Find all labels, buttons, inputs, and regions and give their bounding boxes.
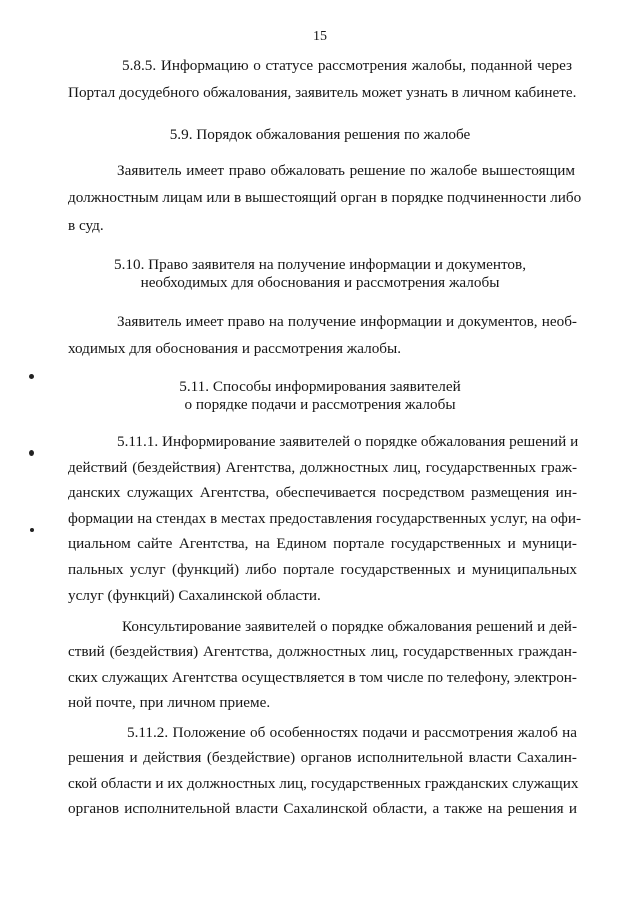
text-line: услуг (функций) Сахалинской области. xyxy=(68,587,321,604)
text-line: циальном сайте Агентства, на Едином портале государственных и муници- xyxy=(68,535,577,552)
text-line: 5.11.2. Положение об особенностях подачи и рассмотрения жалоб на xyxy=(127,724,577,741)
heading-line: о порядке подачи и рассмотрения жалобы xyxy=(184,396,456,413)
text-line: ской области и их должностных лиц, государственных гражданских служащих xyxy=(68,775,579,792)
scan-speck xyxy=(29,450,34,456)
text-line: решения и действия (бездействие) органов исполнительной власти Сахалин- xyxy=(68,749,577,766)
heading-5-9: 5.9. Порядок обжалования решения по жалобе xyxy=(169,126,471,143)
text-line: ских служащих Агентства осуществляется в том числе по телефону, электрон- xyxy=(68,669,577,686)
text-line: Заявитель имеет право обжаловать решение по жалобе вышестоящим xyxy=(117,162,575,179)
text-line: органов исполнительной власти Сахалинской области, а также на решения и xyxy=(68,800,577,817)
heading-line: 5.10. Право заявителя на получение информации и документов, xyxy=(114,256,526,273)
text-line: формации на стендах в местах предоставления государственных услуг, на офи- xyxy=(68,510,581,527)
text-line: ствий (бездействия) Агентства, должностных лиц, государственных граждан- xyxy=(68,643,577,660)
text-line: 5.8.5. Информацию о статусе рассмотрения жалобы, поданной через xyxy=(122,57,572,74)
text-line: действий (бездействия) Агентства, должностных лиц, государственных граж- xyxy=(68,459,577,476)
text-line: должностным лицам или в вышестоящий орган в порядке подчиненности либо xyxy=(68,189,582,206)
page-number: 15 xyxy=(313,29,327,44)
heading-line: 5.11. Способы информирования заявителей xyxy=(179,378,461,395)
scan-speck xyxy=(30,528,34,532)
text-line: Консультирование заявителей о порядке обжалования решений и дей- xyxy=(122,618,577,635)
text-line: ходимых для обоснования и рассмотрения жалобы. xyxy=(68,340,402,357)
text-line: Заявитель имеет право на получение информации и документов, необ- xyxy=(117,313,577,330)
scan-speck xyxy=(29,374,34,379)
text-line: Портал досудебного обжалования, заявитель может узнать в личном кабинете. xyxy=(68,84,577,101)
text-line: ной почте, при личном приеме. xyxy=(68,694,271,711)
text-line: в суд. xyxy=(68,217,104,234)
heading-line: необходимых для обоснования и рассмотрения жалобы xyxy=(140,274,500,291)
text-line: пальных услуг (функций) либо портале государственных и муниципальных xyxy=(68,561,577,578)
text-line: 5.11.1. Информирование заявителей о порядке обжалования решений и xyxy=(117,433,579,450)
text-line: данских служащих Агентства, обеспечивается посредством размещения ин- xyxy=(68,484,577,501)
